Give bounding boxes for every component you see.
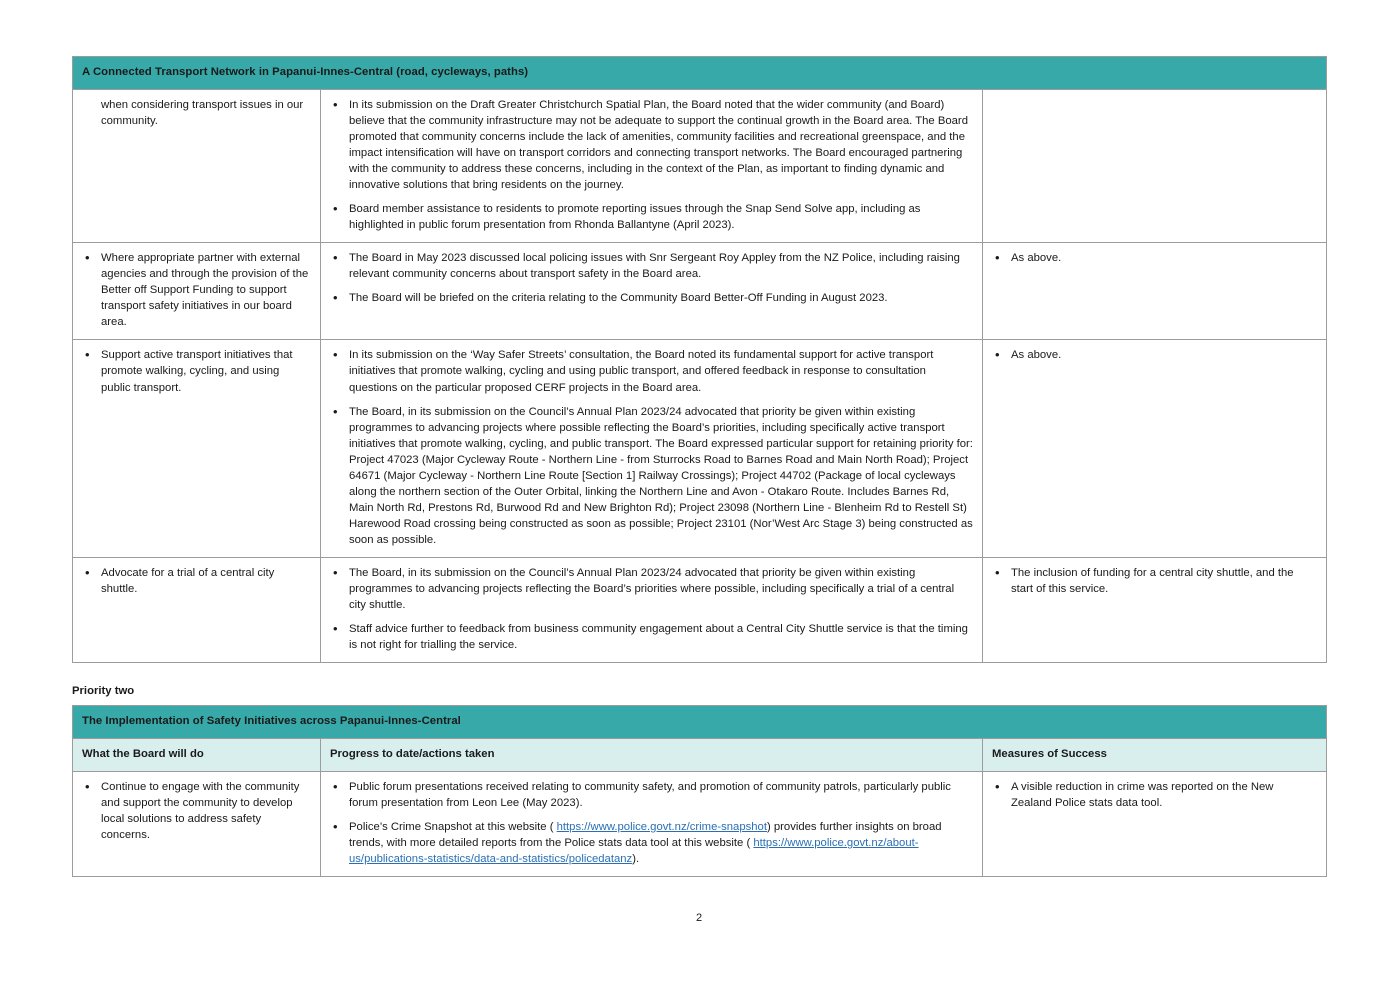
column-header-what-the-board-will-do: What the Board will do: [73, 739, 321, 772]
cell-measures: [983, 772, 1327, 877]
column-header-progress-to-date: Progress to date/actions taken: [321, 739, 983, 772]
police-data-tool-link[interactable]: https://www.police.govt.nz/about-us/publications-statistics/data-and-statistics/policedatanz: [349, 837, 919, 866]
what-text: when considering transport issues in our community.: [101, 99, 304, 128]
cell-progress: [321, 557, 983, 662]
progress-text-pre: Police’s Crime Snapshot at this website (: [349, 821, 557, 834]
cell-measures: [983, 90, 1327, 243]
list-item: • A visible reduction in crime was reported on the New Zealand Police stats data tool.: [992, 779, 1317, 811]
list-item: • Advocate for a trial of a central city shuttle.: [82, 565, 311, 597]
list-item: • Continue to engage with the community and support the community to develop local solutions to address safety concerns.: [82, 779, 311, 843]
list-item: • Public forum presentations received relating to community safety, and promotion of community patrols, particularly public forum presentation from Leon Lee (May 2023).: [330, 779, 973, 811]
cell-progress: [321, 340, 983, 557]
table-row: [73, 243, 1327, 340]
list-item: • The Board, in its submission on the Council’s Annual Plan 2023/24 advocated that priority be given within existing programmes to advancing projects where possible reflecting the Board’s priorities, including specifically active transport initiatives that promote walking, cycling, and public transport. The Board expressed particular support for retaining priority for: Project 47023 (Major Cycleway Route - Northern Line - from Sturrocks Road to Barnes Road and Main North Road); Project 64671 (Major Cycleway - Northern Line Route [Section 1] Railway Crossings); Project 44702 (Package of local cycleways along the northern section of the Outer Orbital, linking the Northern Line and Avon - Otakaro Route. Includes Barnes Rd, Main North Rd, Prestons Rd, Burwood Rd and New Brighton Rd); Project 23098 (Northern Line - Blenheim Rd to Restell St) Harewood Road crossing being constructed as soon as possible; Project 23101 (Nor’West Arc Stage 3) being constructed as soon as possible.: [330, 404, 973, 548]
table-one-header-row: [73, 57, 1327, 90]
list-item: • The Board will be briefed on the criteria relating to the Community Board Better-Off Funding in August 2023.: [330, 290, 973, 306]
list-item: • Staff advice further to feedback from business community engagement about a Central City Shuttle service is that the timing is not right for trialling the service.: [330, 621, 973, 653]
table-row: [73, 340, 1327, 557]
table-two-header-row: [73, 705, 1327, 738]
cell-progress: [321, 772, 983, 877]
list-item: • As above.: [992, 347, 1317, 363]
cell-what-board-will-do: [73, 90, 321, 243]
list-item: • Board member assistance to residents to promote reporting issues through the Snap Send Solve app, including as highlighted in public forum presentation from Rhonda Ballantyne (April 2023).: [330, 201, 973, 233]
table-safety-initiatives: [72, 705, 1327, 877]
table-one-title: A Connected Transport Network in Papanui-Innes-Central (road, cycleways, paths): [73, 57, 1327, 90]
cell-measures: [983, 340, 1327, 557]
table-row: [73, 557, 1327, 662]
list-item: • In its submission on the ‘Way Safer Streets’ consultation, the Board noted its fundamental support for active transport initiatives that promote walking, cycling and using public transport, and offered feedback in response to consultation questions on the particular proposed CERF projects in the Board area.: [330, 347, 973, 395]
table-connected-transport-network: [72, 56, 1327, 663]
cell-what-board-will-do: [73, 340, 321, 557]
cell-measures: [983, 243, 1327, 340]
list-item: [330, 819, 973, 867]
list-item: • Where appropriate partner with external agencies and through the provision of the Better off Support Funding to support transport safety initiatives in our board area.: [82, 250, 311, 330]
cell-what-board-will-do: [73, 557, 321, 662]
table-two-column-headers: [73, 739, 1327, 772]
cell-progress: [321, 90, 983, 243]
priority-two-heading: Priority two: [72, 684, 135, 697]
table-two-title: The Implementation of Safety Initiatives across Papanui-Innes-Central: [73, 705, 1327, 738]
column-header-measures-of-success: Measures of Success: [983, 739, 1327, 772]
cell-what-board-will-do: [73, 243, 321, 340]
list-item: • As above.: [992, 250, 1317, 266]
progress-text-post: ).: [632, 853, 640, 866]
cell-measures: [983, 557, 1327, 662]
list-item: • The inclusion of funding for a central city shuttle, and the start of this service.: [992, 565, 1317, 597]
cell-what-board-will-do: [73, 772, 321, 877]
progress-text-mid: ) provides further insights on broad trends, with more detailed reports from the Police stats data tool at this website (: [349, 821, 942, 850]
crime-snapshot-link[interactable]: https://www.police.govt.nz/crime-snapshot: [556, 821, 767, 834]
table-row: [73, 90, 1327, 243]
cell-progress: [321, 243, 983, 340]
list-item: • The Board, in its submission on the Council’s Annual Plan 2023/24 advocated that priority be given within existing programmes to advancing projects reflecting the Board’s priorities where possible, including specifically a trial of a central city shuttle.: [330, 565, 973, 613]
page-number: 2: [695, 912, 703, 924]
list-item: • Support active transport initiatives that promote walking, cycling, and using public transport.: [82, 347, 311, 395]
list-item: • In its submission on the Draft Greater Christchurch Spatial Plan, the Board noted that the wider community (and Board) believe that the community infrastructure may not be adequate to support the continual growth in the Board area. The Board promoted that community concerns include the lack of amenities, community facilities and recreational greenspace, and the impact intensification will have on transport corridors and connecting transport networks. The Board encouraged partnering with the community to address these concerns, including in the context of the Plan, as important to finding dynamic and innovative solutions that bring residents on the journey.: [330, 97, 973, 193]
list-item: • The Board in May 2023 discussed local policing issues with Snr Sergeant Roy Appley from the NZ Police, including raising relevant community concerns about transport safety in the Board area.: [330, 250, 973, 282]
table-row: [73, 772, 1327, 877]
